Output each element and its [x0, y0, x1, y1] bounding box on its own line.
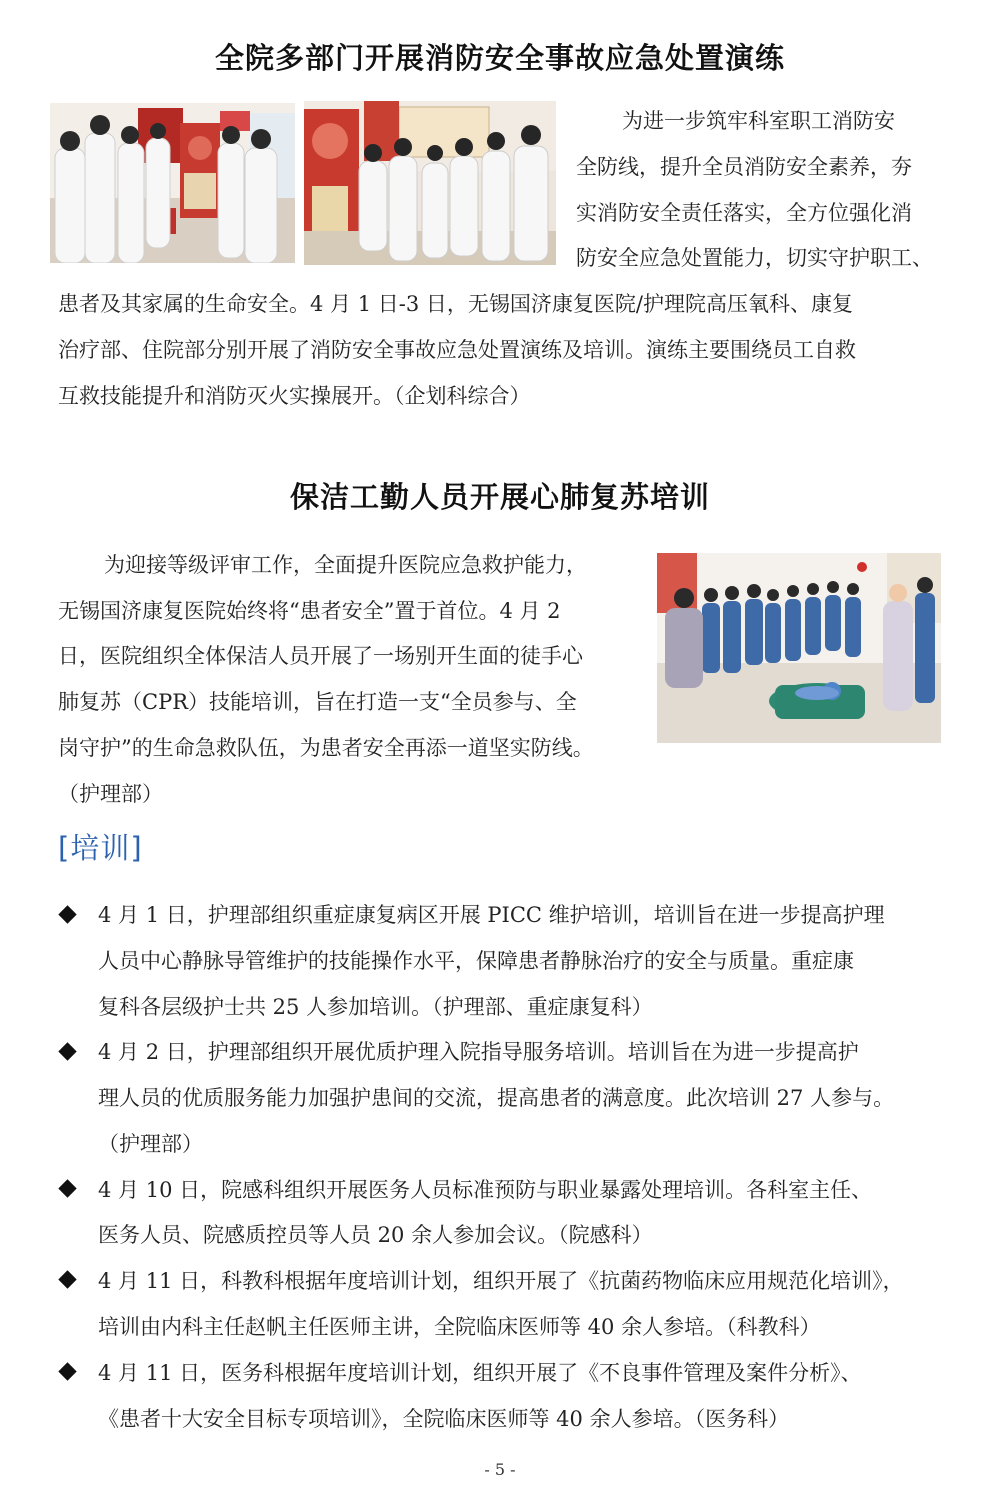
fire-drill-photo-2	[304, 101, 556, 265]
article1-line-2: 全防线，提升全员消防安全素养，夯	[576, 155, 912, 179]
article2-line-3: 日，医院组织全体保洁人员开展了一场别开生面的徒手心	[58, 644, 583, 668]
training-item-1-line-1: 4 月 1 日，护理部组织重症康复病区开展 PICC 维护培训，培训旨在进一步提高护理	[98, 903, 885, 927]
training-item-3-line-2: 医务人员、院感质控员等人员 20 余人参加会议。（院感科）	[98, 1223, 653, 1247]
bullet-diamond-icon	[58, 1362, 78, 1382]
article1-line-6: 治疗部、住院部分别开展了消防安全事故应急处置演练及培训。演练主要围绕员工自救	[58, 338, 856, 362]
article1-line-7: 互救技能提升和消防灭火实操展开。（企划科综合）	[58, 384, 531, 408]
article1-line-4: 防安全应急处置能力，切实守护职工、	[576, 246, 933, 270]
training-item-3-line-1: 4 月 10 日，院感科组织开展医务人员标准预防与职业暴露处理培训。各科室主任、	[98, 1178, 873, 1202]
article2-line-1: 为迎接等级评审工作，全面提升医院应急救护能力，	[104, 553, 587, 577]
cpr-training-photo	[657, 553, 941, 743]
article1-line-1: 为进一步筑牢科室职工消防安	[622, 109, 895, 133]
article2-line-5: 岗守护”的生命急救队伍，为患者安全再添一道坚实防线。	[58, 736, 594, 760]
training-item-2-line-2: 理人员的优质服务能力加强护患间的交流，提高患者的满意度。此次培训 27 人参与。	[98, 1086, 895, 1110]
bullet-diamond-icon	[58, 1270, 78, 1290]
training-item-5-line-1: 4 月 11 日，医务科根据年度培训计划，组织开展了《不良事件管理及案件分析》、	[98, 1361, 862, 1385]
training-item-4-line-2: 培训由内科主任赵帆主任医师主讲，全院临床医师等 40 余人参培。（科教科）	[98, 1315, 821, 1339]
fire-drill-photo-1	[50, 103, 295, 263]
bullet-diamond-icon	[58, 1042, 78, 1062]
training-item-1-line-2: 人员中心静脉导管维护的技能操作水平，保障患者静脉治疗的安全与质量。重症康	[98, 949, 854, 973]
training-item-4-line-1: 4 月 11 日，科教科根据年度培训计划，组织开展了《抗菌药物临床应用规范化培训》，	[98, 1269, 904, 1293]
article2-title: 保洁工勤人员开展心肺复苏培训	[289, 480, 710, 514]
bullet-diamond-icon	[58, 905, 78, 925]
training-item-5-line-2: 《患者十大安全目标专项培训》，全院临床医师等 40 余人参培。（医务科）	[98, 1407, 790, 1431]
training-item-2-line-1: 4 月 2 日，护理部组织开展优质护理入院指导服务培训。培训旨在为进一步提高护	[98, 1040, 859, 1064]
article2-line-6: （护理部）	[58, 782, 163, 806]
training-section-heading: [培训]	[58, 831, 143, 865]
article1-line-5: 患者及其家属的生命安全。4 月 1 日-3 日，无锡国济康复医院/护理院高压氧科、康复	[58, 292, 853, 316]
article2-line-4: 肺复苏（CPR）技能培训，旨在打造一支“全员参与、全	[58, 690, 577, 714]
training-item-1-line-3: 复科各层级护士共 25 人参加培训。（护理部、重症康复科）	[98, 995, 653, 1019]
article2-line-2: 无锡国济康复医院始终将“患者安全”置于首位。4 月 2	[58, 599, 561, 623]
article1-title: 全院多部门开展消防安全事故应急处置演练	[214, 41, 785, 75]
bullet-diamond-icon	[58, 1179, 78, 1199]
page-number: - 5 -	[484, 1460, 516, 1479]
training-item-2-line-3: （护理部）	[98, 1132, 203, 1156]
article1-line-3: 实消防安全责任落实，全方位强化消	[576, 201, 912, 225]
